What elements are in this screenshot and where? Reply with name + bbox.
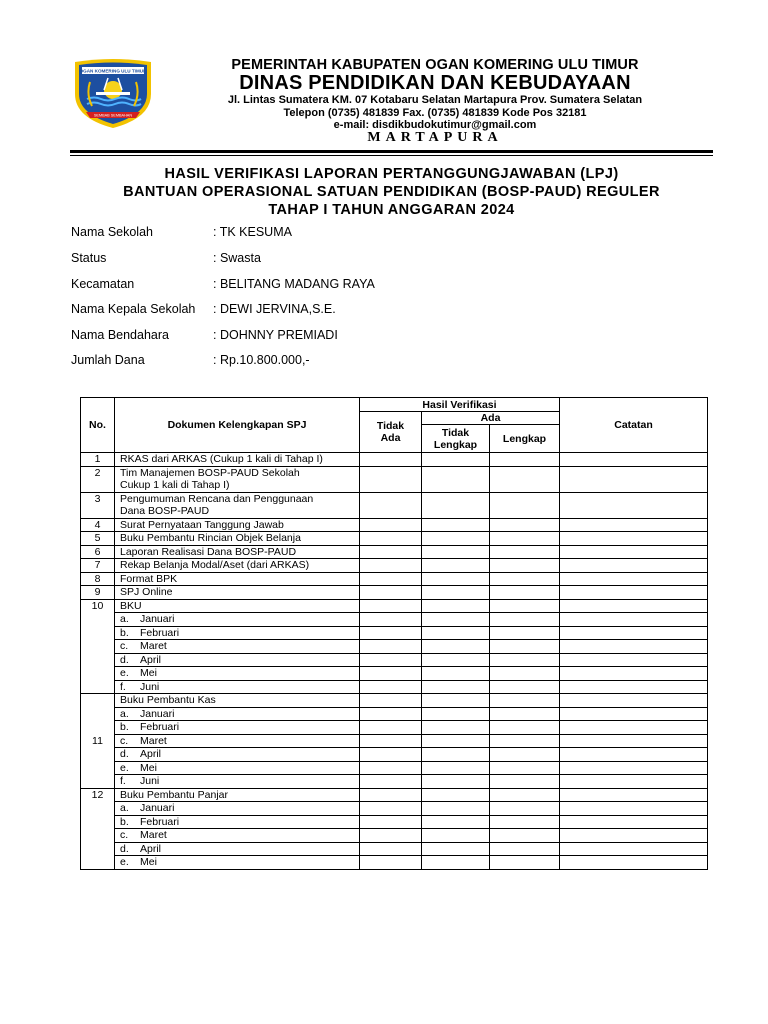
month-item <box>115 653 360 667</box>
item-month: Februari <box>140 815 180 828</box>
crest-logo <box>72 56 154 130</box>
cell-tidak-ada <box>360 626 422 640</box>
item-month: Maret <box>140 829 167 841</box>
item-month: Juni <box>140 680 160 693</box>
item-month: Mei <box>140 761 157 774</box>
item-month: April <box>140 842 162 855</box>
cell-catatan <box>560 667 708 681</box>
cell-lengkap <box>490 694 560 708</box>
cell-catatan <box>560 802 708 816</box>
table-row <box>81 721 708 735</box>
row-number: 1 <box>81 453 115 467</box>
info-label: Nama Bendahara <box>71 328 169 342</box>
month-item <box>115 613 360 627</box>
cell-tidak-ada <box>360 453 422 467</box>
cell-lengkap <box>490 775 560 789</box>
row-document <box>115 453 360 467</box>
info-label: Jumlah Dana <box>71 353 145 367</box>
table-row <box>81 626 708 640</box>
info-label: Kecamatan <box>71 277 135 291</box>
cell-lengkap <box>490 707 560 721</box>
cell-tidak-lengkap <box>422 586 490 600</box>
cell-tidak-ada <box>360 586 422 600</box>
cell-tidak-lengkap <box>422 856 490 870</box>
cell-catatan <box>560 856 708 870</box>
item-month: Mei <box>140 667 157 679</box>
cell-tidak-ada <box>360 775 422 789</box>
cell-catatan <box>560 734 708 748</box>
cell-lengkap <box>490 815 560 829</box>
cell-catatan <box>560 559 708 573</box>
item-letter: c. <box>120 829 129 841</box>
cell-catatan <box>560 492 708 518</box>
government-name: PEMERINTAH KABUPATEN OGAN KOMERING ULU TIMUR <box>231 57 639 73</box>
cell-tidak-ada <box>360 815 422 829</box>
document-line: Cukup 1 kali di Tahap I) <box>120 479 230 491</box>
table-row <box>81 775 708 789</box>
cell-catatan <box>560 599 708 613</box>
info-value: : Rp.10.800.000,- <box>213 353 310 367</box>
cell-tidak-lengkap <box>422 626 490 640</box>
cell-tidak-lengkap <box>422 572 490 586</box>
header-document: Dokumen Kelengkapan SPJ <box>115 398 360 453</box>
cell-tidak-lengkap <box>422 748 490 762</box>
document-title-line1: HASIL VERIFIKASI LAPORAN PERTANGGUNGJAWABAN (LPJ) <box>164 166 619 182</box>
cell-lengkap <box>490 466 560 492</box>
item-month: Juni <box>140 775 160 787</box>
table-row <box>81 492 708 518</box>
cell-tidak-ada <box>360 559 422 573</box>
month-item <box>115 815 360 829</box>
table-row <box>81 856 708 870</box>
cell-catatan <box>560 532 708 546</box>
item-letter: d. <box>120 842 129 855</box>
item-letter: b. <box>120 721 129 733</box>
item-letter: a. <box>120 802 129 814</box>
table-row <box>81 734 708 748</box>
item-month: Januari <box>140 802 175 814</box>
table-row <box>81 613 708 627</box>
letterhead-rule-thin <box>70 155 713 156</box>
agency-city: MARTAPURA <box>367 130 503 145</box>
row-number: 7 <box>81 559 115 573</box>
row-number: 10 <box>81 599 115 694</box>
cell-tidak-lengkap <box>422 761 490 775</box>
cell-tidak-ada <box>360 532 422 546</box>
cell-tidak-ada <box>360 721 422 735</box>
cell-catatan <box>560 721 708 735</box>
cell-tidak-lengkap <box>422 734 490 748</box>
header-catatan: Catatan <box>560 398 708 453</box>
row-document <box>115 518 360 532</box>
cell-tidak-lengkap <box>422 518 490 532</box>
document-line: SPJ Online <box>120 586 173 598</box>
cell-lengkap <box>490 667 560 681</box>
cell-catatan <box>560 653 708 667</box>
month-item <box>115 707 360 721</box>
row-number: 6 <box>81 545 115 559</box>
item-letter: f. <box>120 680 126 693</box>
cell-catatan <box>560 815 708 829</box>
row-number: 12 <box>81 788 115 869</box>
cell-tidak-ada <box>360 734 422 748</box>
cell-tidak-ada <box>360 802 422 816</box>
cell-tidak-lengkap <box>422 707 490 721</box>
cell-tidak-ada <box>360 599 422 613</box>
cell-lengkap <box>490 748 560 762</box>
row-document <box>115 559 360 573</box>
cell-lengkap <box>490 680 560 694</box>
cell-tidak-ada <box>360 829 422 843</box>
cell-tidak-ada <box>360 788 422 802</box>
cell-tidak-lengkap <box>422 667 490 681</box>
item-month: Februari <box>140 626 180 639</box>
agency-address: Jl. Lintas Sumatera KM. 07 Kotabaru Selatan Martapura Prov. Sumatera Selatan <box>227 94 643 106</box>
table-row <box>81 453 708 467</box>
month-item <box>115 667 360 681</box>
info-value: : DOHNNY PREMIADI <box>213 328 338 342</box>
item-letter: a. <box>120 707 129 720</box>
cell-catatan <box>560 694 708 708</box>
cell-tidak-ada <box>360 842 422 856</box>
table-row <box>81 518 708 532</box>
row-document <box>115 572 360 586</box>
row-document <box>115 492 360 518</box>
cell-tidak-lengkap <box>422 613 490 627</box>
row-document <box>115 532 360 546</box>
table-row <box>81 748 708 762</box>
item-letter: e. <box>120 856 129 868</box>
cell-tidak-lengkap <box>422 532 490 546</box>
table-row <box>81 559 708 573</box>
cell-catatan <box>560 545 708 559</box>
table-row <box>81 667 708 681</box>
cell-lengkap <box>490 721 560 735</box>
document-line: Tim Manajemen BOSP-PAUD Sekolah <box>120 466 300 479</box>
verification-table <box>80 397 708 870</box>
table-row <box>81 842 708 856</box>
cell-lengkap <box>490 761 560 775</box>
item-month: Januari <box>140 707 175 720</box>
cell-lengkap <box>490 842 560 856</box>
item-letter: c. <box>120 640 129 652</box>
cell-catatan <box>560 518 708 532</box>
header-lengkap: Lengkap <box>490 425 560 453</box>
cell-lengkap <box>490 829 560 843</box>
row-number: 3 <box>81 492 115 518</box>
cell-lengkap <box>490 453 560 467</box>
cell-lengkap <box>490 492 560 518</box>
table-row <box>81 707 708 721</box>
cell-catatan <box>560 748 708 762</box>
table-row <box>81 586 708 600</box>
cell-catatan <box>560 680 708 694</box>
cell-lengkap <box>490 532 560 546</box>
cell-tidak-ada <box>360 667 422 681</box>
document-line: RKAS dari ARKAS (Cukup 1 kali di Tahap I) <box>120 453 323 465</box>
cell-lengkap <box>490 559 560 573</box>
info-label: Nama Sekolah <box>71 225 153 239</box>
table-row <box>81 788 708 802</box>
row-number: 5 <box>81 532 115 546</box>
row-document <box>115 586 360 600</box>
cell-lengkap <box>490 572 560 586</box>
cell-tidak-ada <box>360 613 422 627</box>
cell-tidak-ada <box>360 545 422 559</box>
cell-lengkap <box>490 613 560 627</box>
group-title: Buku Pembantu Kas <box>115 694 360 708</box>
item-month: Maret <box>140 640 167 652</box>
cell-tidak-lengkap <box>422 721 490 735</box>
cell-tidak-ada <box>360 518 422 532</box>
cell-catatan <box>560 572 708 586</box>
document-line: Buku Pembantu Rincian Objek Belanja <box>120 532 301 544</box>
month-item <box>115 626 360 640</box>
cell-tidak-ada <box>360 748 422 762</box>
table-row <box>81 761 708 775</box>
info-value: : DEWI JERVINA,S.E. <box>213 302 336 316</box>
row-number: 4 <box>81 518 115 532</box>
cell-tidak-lengkap <box>422 775 490 789</box>
table-row <box>81 653 708 667</box>
cell-tidak-ada <box>360 707 422 721</box>
cell-lengkap <box>490 518 560 532</box>
item-letter: e. <box>120 761 129 774</box>
document-line: Dana BOSP-PAUD <box>120 505 210 517</box>
row-number: 11 <box>81 694 115 789</box>
row-number: 2 <box>81 466 115 492</box>
document-line: Pengumuman Rencana dan Penggunaan <box>120 492 314 505</box>
cell-tidak-ada <box>360 640 422 654</box>
cell-catatan <box>560 586 708 600</box>
cell-lengkap <box>490 734 560 748</box>
month-item <box>115 721 360 735</box>
item-month: Januari <box>140 613 175 625</box>
agency-name: DINAS PENDIDIKAN DAN KEBUDAYAAN <box>239 72 631 94</box>
svg-text:SEMBAB SEMBAHAN: SEMBAB SEMBAHAN <box>93 113 133 118</box>
cell-tidak-lengkap <box>422 545 490 559</box>
table-row <box>81 829 708 843</box>
cell-tidak-lengkap <box>422 694 490 708</box>
cell-catatan <box>560 707 708 721</box>
month-item <box>115 640 360 654</box>
cell-tidak-lengkap <box>422 653 490 667</box>
month-item <box>115 734 360 748</box>
row-number: 9 <box>81 586 115 600</box>
table-row <box>81 572 708 586</box>
cell-tidak-ada <box>360 856 422 870</box>
cell-tidak-lengkap <box>422 492 490 518</box>
cell-catatan <box>560 626 708 640</box>
item-letter: c. <box>120 734 129 747</box>
cell-catatan <box>560 466 708 492</box>
svg-text:OGAN KOMERING ULU TIMUR: OGAN KOMERING ULU TIMUR <box>79 68 147 74</box>
table-row <box>81 545 708 559</box>
cell-tidak-lengkap <box>422 453 490 467</box>
cell-catatan <box>560 761 708 775</box>
item-month: Maret <box>140 734 167 747</box>
row-number: 8 <box>81 572 115 586</box>
cell-lengkap <box>490 626 560 640</box>
cell-catatan <box>560 788 708 802</box>
document-line: Laporan Realisasi Dana BOSP-PAUD <box>120 545 297 558</box>
item-letter: f. <box>120 775 126 787</box>
item-letter: e. <box>120 667 129 679</box>
cell-tidak-lengkap <box>422 842 490 856</box>
row-document <box>115 545 360 559</box>
cell-tidak-ada <box>360 492 422 518</box>
month-item <box>115 761 360 775</box>
item-letter: d. <box>120 653 129 666</box>
cell-lengkap <box>490 856 560 870</box>
group-title: BKU <box>115 599 360 613</box>
cell-tidak-ada <box>360 653 422 667</box>
item-month: April <box>140 748 162 760</box>
header-tidak-lengkap: Tidak Lengkap <box>422 425 490 453</box>
cell-tidak-lengkap <box>422 680 490 694</box>
cell-tidak-lengkap <box>422 466 490 492</box>
cell-tidak-lengkap <box>422 802 490 816</box>
header-tidak-ada: Tidak Ada <box>360 412 422 453</box>
cell-lengkap <box>490 586 560 600</box>
cell-catatan <box>560 613 708 627</box>
cell-tidak-lengkap <box>422 815 490 829</box>
item-letter: b. <box>120 815 129 828</box>
info-value: : TK KESUMA <box>213 225 292 239</box>
group-title: Buku Pembantu Panjar <box>115 788 360 802</box>
agency-email: e-mail: disdikbudokutimur@gmail.com <box>333 119 537 131</box>
header-no: No. <box>81 398 115 453</box>
cell-catatan <box>560 453 708 467</box>
cell-catatan <box>560 842 708 856</box>
info-label: Nama Kepala Sekolah <box>71 302 196 316</box>
cell-lengkap <box>490 545 560 559</box>
table-row <box>81 680 708 694</box>
month-item <box>115 829 360 843</box>
cell-tidak-lengkap <box>422 599 490 613</box>
month-item <box>115 842 360 856</box>
month-item <box>115 748 360 762</box>
item-letter: a. <box>120 613 129 625</box>
table-row <box>81 694 708 708</box>
table-row <box>81 802 708 816</box>
document-line: Rekap Belanja Modal/Aset (dari ARKAS) <box>120 559 310 571</box>
cell-catatan <box>560 775 708 789</box>
cell-lengkap <box>490 653 560 667</box>
item-month: April <box>140 653 162 666</box>
cell-lengkap <box>490 788 560 802</box>
header-ada: Ada <box>422 412 560 425</box>
info-value: : Swasta <box>213 251 261 265</box>
cell-tidak-ada <box>360 572 422 586</box>
letterhead-rule-thick <box>70 150 713 153</box>
cell-tidak-lengkap <box>422 559 490 573</box>
cell-catatan <box>560 640 708 654</box>
row-document <box>115 466 360 492</box>
month-item <box>115 775 360 789</box>
cell-tidak-lengkap <box>422 640 490 654</box>
item-month: Mei <box>140 856 157 868</box>
header-hasil-verifikasi: Hasil Verifikasi <box>360 398 560 412</box>
cell-lengkap <box>490 599 560 613</box>
table-row <box>81 640 708 654</box>
info-label: Status <box>71 251 107 265</box>
document-title-line2: BANTUAN OPERASIONAL SATUAN PENDIDIKAN (BOSP-PAUD) REGULER <box>123 184 660 200</box>
table-row <box>81 815 708 829</box>
document-line: Surat Pernyataan Tanggung Jawab <box>120 518 284 531</box>
item-letter: b. <box>120 626 129 639</box>
month-item <box>115 680 360 694</box>
cell-tidak-ada <box>360 680 422 694</box>
table-row <box>81 466 708 492</box>
cell-tidak-ada <box>360 466 422 492</box>
item-letter: d. <box>120 748 129 760</box>
cell-tidak-lengkap <box>422 788 490 802</box>
cell-tidak-ada <box>360 694 422 708</box>
cell-lengkap <box>490 640 560 654</box>
table-row <box>81 599 708 613</box>
cell-catatan <box>560 829 708 843</box>
month-item <box>115 802 360 816</box>
document-title-line3: TAHAP I TAHUN ANGGARAN 2024 <box>268 202 515 218</box>
item-month: Februari <box>140 721 180 733</box>
cell-tidak-ada <box>360 761 422 775</box>
month-item <box>115 856 360 870</box>
cell-lengkap <box>490 802 560 816</box>
info-value: : BELITANG MADANG RAYA <box>213 277 375 291</box>
table-row <box>81 532 708 546</box>
agency-phone: Telepon (0735) 481839 Fax. (0735) 481839 Kode Pos 32181 <box>283 107 587 119</box>
cell-tidak-lengkap <box>422 829 490 843</box>
document-line: Format BPK <box>120 572 178 585</box>
